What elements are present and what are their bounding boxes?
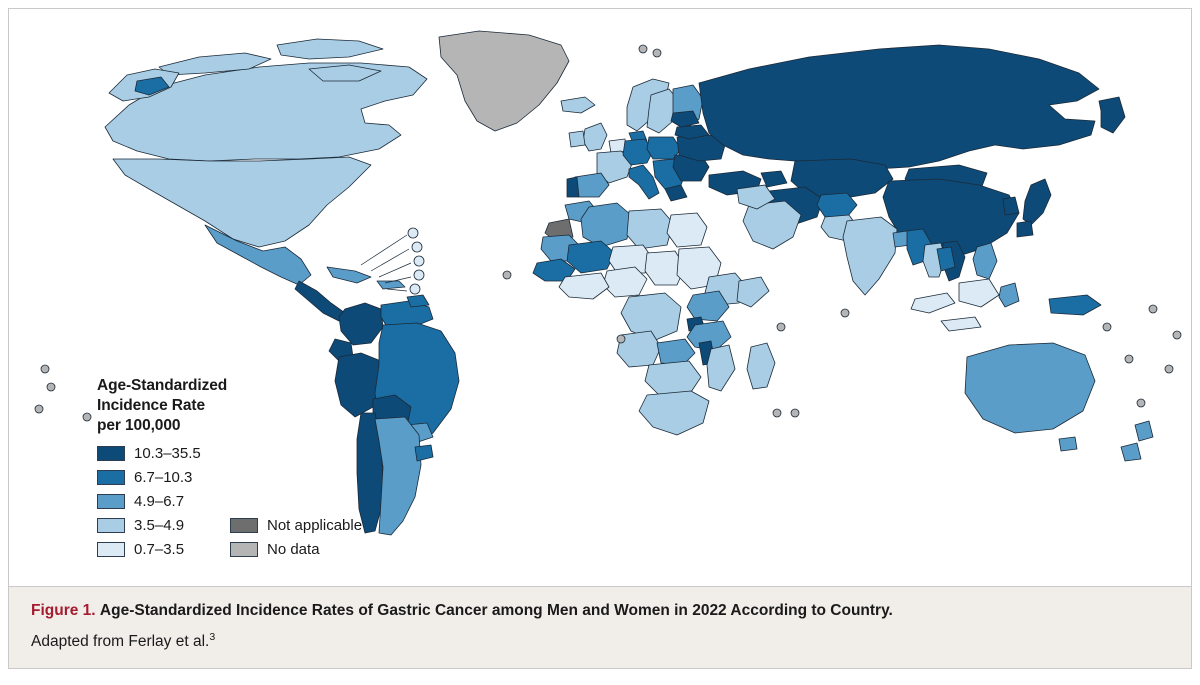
region-island-pacific-1 <box>1149 305 1157 313</box>
figure-caption-band <box>9 586 1191 668</box>
region-island-atlantic-5 <box>503 271 511 279</box>
legend-swatch-no-data <box>230 542 258 557</box>
legend-item <box>97 513 387 537</box>
legend-item-not-applicable <box>230 516 362 535</box>
legend-title-line-2: Incidence Rate <box>97 396 206 414</box>
legend-swatch <box>97 542 125 557</box>
legend-label: 3.5–4.9 <box>134 516 185 534</box>
region-caribbean-small-5 <box>410 284 420 294</box>
region-ireland <box>569 131 585 147</box>
region-island-pacific-4 <box>1165 365 1173 373</box>
figure-title: Age-Standardized Incidence Rates of Gastric Cancer among Men and Women in 2022 According to Country. <box>99 602 893 619</box>
legend-label: 4.9–6.7 <box>134 492 185 510</box>
legend-label-not-applicable: Not applicable <box>267 516 363 534</box>
caption-source-line <box>31 631 1169 652</box>
region-island-pacific-2 <box>1173 331 1181 339</box>
region-caribbean-small-4 <box>414 270 424 280</box>
legend-title <box>97 376 387 435</box>
legend-label: 6.7–10.3 <box>134 468 193 486</box>
region-caribbean-small-1 <box>408 228 418 238</box>
figure-container <box>8 8 1192 669</box>
region-island-atlantic-1 <box>41 365 49 373</box>
region-island-indian-2 <box>773 409 781 417</box>
region-island-arctic-1 <box>639 45 647 53</box>
legend-swatch-not-applicable <box>230 518 258 533</box>
legend-rows <box>97 441 387 561</box>
region-japan-south <box>1017 221 1033 237</box>
map-legend <box>97 376 387 561</box>
region-egypt <box>667 213 707 247</box>
region-algeria <box>581 203 631 247</box>
region-island-atlantic-6 <box>617 335 625 343</box>
legend-swatch <box>97 494 125 509</box>
region-caribbean-small-2 <box>412 242 422 252</box>
legend-label: 0.7–3.5 <box>134 540 185 558</box>
region-island-atlantic-3 <box>35 405 43 413</box>
region-portugal <box>567 177 579 197</box>
region-island-pacific-6 <box>841 309 849 317</box>
legend-swatch <box>97 470 125 485</box>
region-island-pacific-7 <box>1137 399 1145 407</box>
legend-label-no-data: No data <box>267 540 320 558</box>
region-caribbean-small-3 <box>414 256 424 266</box>
figure-source-text: Adapted from Ferlay et al. <box>31 633 210 651</box>
legend-item-no-data <box>230 540 320 559</box>
legend-item <box>97 441 387 465</box>
caption-primary-line <box>31 601 1169 622</box>
region-island-pacific-3 <box>1125 355 1133 363</box>
legend-item <box>97 537 387 561</box>
figure-source-reference: 3 <box>209 630 216 643</box>
figure-number-label: Figure 1. <box>31 602 96 619</box>
legend-item <box>97 489 387 513</box>
region-island-indian-3 <box>791 409 799 417</box>
region-island-atlantic-4 <box>83 413 91 421</box>
region-island-arctic-2 <box>653 49 661 57</box>
region-tasmania <box>1059 437 1077 451</box>
region-island-indian-1 <box>777 323 785 331</box>
region-island-atlantic-2 <box>47 383 55 391</box>
legend-item <box>97 465 387 489</box>
legend-label: 10.3–35.5 <box>134 444 201 462</box>
legend-swatch <box>97 446 125 461</box>
legend-title-line-3: per 100,000 <box>97 416 181 434</box>
region-libya <box>627 209 673 249</box>
figure-caption <box>9 587 1191 652</box>
legend-title-line-1: Age-Standardized <box>97 377 228 394</box>
region-island-pacific-5 <box>1103 323 1111 331</box>
legend-swatch <box>97 518 125 533</box>
